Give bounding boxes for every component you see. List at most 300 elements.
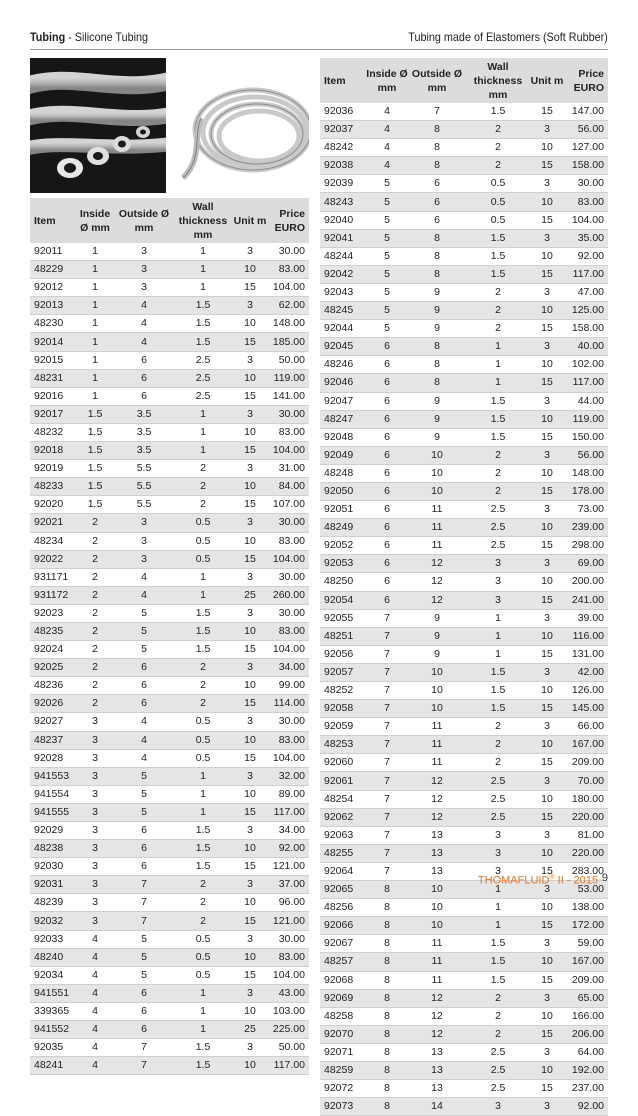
cell-wall-thickness: 2.5 [466, 1043, 530, 1061]
cell-price: 158.00 [564, 320, 608, 338]
cell-item: 92034 [30, 966, 75, 984]
cell-wall-thickness: 0.5 [173, 532, 233, 550]
cell-unit: 10 [530, 953, 564, 971]
cell-price: 167.00 [564, 953, 608, 971]
table-row [320, 157, 608, 175]
table-row [320, 555, 608, 573]
cell-price: 126.00 [564, 682, 608, 700]
cell-wall-thickness: 1 [466, 627, 530, 645]
table-row [320, 392, 608, 410]
table-row [30, 333, 309, 351]
cell-item: 92058 [320, 700, 366, 718]
cell-item: 48240 [30, 948, 75, 966]
cell-item: 92022 [30, 550, 75, 568]
tubing-spec-table-right [320, 58, 608, 1116]
cell-price: 239.00 [564, 519, 608, 537]
cell-outside-diameter: 4 [115, 568, 173, 586]
cell-inside-diameter: 4 [75, 930, 115, 948]
cell-wall-thickness: 1.5 [466, 265, 530, 283]
cell-wall-thickness: 3 [466, 591, 530, 609]
cell-wall-thickness: 2 [173, 496, 233, 514]
cell-wall-thickness: 1 [173, 261, 233, 279]
cell-inside-diameter: 6 [366, 356, 408, 374]
cell-wall-thickness: 2 [466, 446, 530, 464]
cell-outside-diameter: 6 [408, 211, 466, 229]
cell-wall-thickness: 1 [173, 442, 233, 460]
cell-unit: 3 [530, 338, 564, 356]
cell-unit: 15 [233, 858, 267, 876]
cell-outside-diameter: 12 [408, 772, 466, 790]
cell-wall-thickness: 2 [466, 754, 530, 772]
cell-item: 92035 [30, 1039, 75, 1057]
cell-outside-diameter: 5 [115, 948, 173, 966]
cell-item: 92069 [320, 989, 366, 1007]
cell-item: 48257 [320, 953, 366, 971]
cell-wall-thickness: 1.5 [173, 297, 233, 315]
cell-item: 48243 [320, 193, 366, 211]
table-row [30, 1002, 309, 1020]
cell-wall-thickness: 2.5 [466, 1080, 530, 1098]
cell-wall-thickness: 3 [466, 844, 530, 862]
cell-inside-diameter: 2 [75, 532, 115, 550]
cell-inside-diameter: 1 [75, 315, 115, 333]
cell-outside-diameter: 11 [408, 935, 466, 953]
cell-wall-thickness: 0.5 [466, 175, 530, 193]
cell-unit: 15 [233, 442, 267, 460]
cell-inside-diameter: 5 [366, 320, 408, 338]
table-row [30, 514, 309, 532]
table-row [320, 1080, 608, 1098]
cell-item: 48229 [30, 261, 75, 279]
table-row [30, 442, 309, 460]
cell-unit: 3 [233, 1039, 267, 1057]
cell-price: 107.00 [267, 496, 309, 514]
table-row [320, 103, 608, 121]
cell-inside-diameter: 3 [75, 767, 115, 785]
table-row [320, 265, 608, 283]
cell-wall-thickness: 2.5 [173, 351, 233, 369]
cell-wall-thickness: 0.5 [173, 948, 233, 966]
cell-price: 298.00 [564, 537, 608, 555]
cell-price: 102.00 [564, 356, 608, 374]
registered-mark: ® [549, 874, 555, 881]
cell-wall-thickness: 1.5 [466, 935, 530, 953]
cell-outside-diameter: 8 [408, 338, 466, 356]
cell-price: 104.00 [267, 279, 309, 297]
cell-wall-thickness: 1 [173, 785, 233, 803]
cell-wall-thickness: 1 [466, 917, 530, 935]
cell-outside-diameter: 8 [408, 356, 466, 374]
cell-price: 39.00 [564, 609, 608, 627]
cell-outside-diameter: 12 [408, 989, 466, 1007]
cell-inside-diameter: 1 [75, 243, 115, 261]
cell-outside-diameter: 13 [408, 1080, 466, 1098]
cell-outside-diameter: 3.5 [115, 442, 173, 460]
cell-price: 147.00 [564, 103, 608, 121]
cell-wall-thickness: 3 [466, 826, 530, 844]
cell-outside-diameter: 5 [115, 641, 173, 659]
table-row [320, 772, 608, 790]
cell-price: 83.00 [267, 622, 309, 640]
cell-wall-thickness: 0.5 [173, 966, 233, 984]
cell-outside-diameter: 9 [408, 320, 466, 338]
cell-wall-thickness: 3 [466, 555, 530, 573]
table-row [30, 532, 309, 550]
cell-item: 92065 [320, 881, 366, 899]
tubing-coil-image [173, 58, 309, 193]
cell-inside-diameter: 7 [366, 627, 408, 645]
cell-outside-diameter: 5 [115, 785, 173, 803]
cell-wall-thickness: 1 [173, 1002, 233, 1020]
cell-outside-diameter: 8 [408, 229, 466, 247]
cell-unit: 3 [233, 713, 267, 731]
cell-outside-diameter: 9 [408, 410, 466, 428]
cell-price: 30.00 [267, 405, 309, 423]
cell-price: 83.00 [267, 423, 309, 441]
cell-unit: 3 [530, 1043, 564, 1061]
cell-inside-diameter: 8 [366, 917, 408, 935]
column-header-unit: Unit m [530, 58, 564, 103]
column-header-wall-thickness: Wall thickness mm [173, 198, 233, 243]
cell-item: 92026 [30, 695, 75, 713]
cell-price: 138.00 [564, 899, 608, 917]
cell-unit: 3 [233, 930, 267, 948]
table-row [30, 604, 309, 622]
cell-unit: 3 [530, 175, 564, 193]
cell-item: 92068 [320, 971, 366, 989]
cell-wall-thickness: 2 [173, 460, 233, 478]
cell-price: 104.00 [267, 442, 309, 460]
cell-inside-diameter: 4 [75, 966, 115, 984]
cell-outside-diameter: 12 [408, 591, 466, 609]
cell-wall-thickness: 2 [466, 157, 530, 175]
cell-item: 92037 [320, 121, 366, 139]
cell-wall-thickness: 1.5 [466, 428, 530, 446]
cell-unit: 3 [530, 555, 564, 573]
table-row [320, 663, 608, 681]
cell-item: 92061 [320, 772, 366, 790]
cell-outside-diameter: 10 [408, 446, 466, 464]
header-category: Tubing made of Elastomers (Soft Rubber) [408, 30, 608, 44]
cell-inside-diameter: 4 [75, 948, 115, 966]
table-row [320, 482, 608, 500]
cell-price: 225.00 [267, 1021, 309, 1039]
cell-item: 92041 [320, 229, 366, 247]
cell-unit: 15 [233, 279, 267, 297]
cell-outside-diameter: 5 [115, 767, 173, 785]
table-row [30, 586, 309, 604]
cell-outside-diameter: 5 [115, 604, 173, 622]
cell-item: 92053 [320, 555, 366, 573]
cell-wall-thickness: 2.5 [173, 369, 233, 387]
cell-unit: 3 [530, 501, 564, 519]
cell-item: 48231 [30, 369, 75, 387]
cell-inside-diameter: 6 [366, 392, 408, 410]
cell-item: 92015 [30, 351, 75, 369]
cell-unit: 15 [233, 333, 267, 351]
cell-price: 237.00 [564, 1080, 608, 1098]
column-header-outside-diameter: Outside Ø mm [115, 198, 173, 243]
cell-item: 92067 [320, 935, 366, 953]
tubing-cross-section-photo [30, 58, 166, 193]
cell-outside-diameter: 10 [408, 663, 466, 681]
cell-price: 192.00 [564, 1061, 608, 1079]
cell-price: 69.00 [564, 555, 608, 573]
cell-wall-thickness: 1.5 [466, 229, 530, 247]
cell-outside-diameter: 12 [408, 1007, 466, 1025]
cell-unit: 15 [530, 374, 564, 392]
cell-wall-thickness: 1.5 [173, 604, 233, 622]
cell-outside-diameter: 8 [408, 265, 466, 283]
page-header [30, 27, 608, 47]
cell-inside-diameter: 1.5 [75, 496, 115, 514]
cell-item: 92027 [30, 713, 75, 731]
cell-price: 92.00 [564, 247, 608, 265]
cell-inside-diameter: 2 [75, 659, 115, 677]
cell-unit: 15 [530, 645, 564, 663]
cell-price: 83.00 [267, 731, 309, 749]
table-row [320, 627, 608, 645]
cell-inside-diameter: 2 [75, 695, 115, 713]
cell-price: 209.00 [564, 971, 608, 989]
cell-outside-diameter: 6 [115, 1002, 173, 1020]
cell-price: 117.00 [564, 374, 608, 392]
table-row [320, 446, 608, 464]
cell-item: 92066 [320, 917, 366, 935]
cell-unit: 3 [233, 568, 267, 586]
cell-unit: 15 [530, 428, 564, 446]
cell-unit: 10 [233, 948, 267, 966]
cell-inside-diameter: 6 [366, 446, 408, 464]
cell-item: 92063 [320, 826, 366, 844]
cell-outside-diameter: 10 [408, 682, 466, 700]
table-row [320, 736, 608, 754]
cell-price: 65.00 [564, 989, 608, 1007]
cell-price: 70.00 [564, 772, 608, 790]
cell-wall-thickness: 1 [173, 586, 233, 604]
cell-price: 96.00 [267, 894, 309, 912]
cell-price: 73.00 [564, 501, 608, 519]
cell-item: 48245 [320, 302, 366, 320]
cell-item: 92014 [30, 333, 75, 351]
cell-unit: 15 [233, 387, 267, 405]
cell-wall-thickness: 2 [466, 302, 530, 320]
table-row [30, 876, 309, 894]
cell-inside-diameter: 3 [75, 731, 115, 749]
cell-unit: 3 [233, 822, 267, 840]
column-header-wall-thickness: Wall thickness mm [466, 58, 530, 103]
cell-unit: 15 [530, 320, 564, 338]
cell-price: 37.00 [267, 876, 309, 894]
cell-price: 131.00 [564, 645, 608, 663]
table-row [30, 695, 309, 713]
cell-outside-diameter: 3 [115, 532, 173, 550]
cell-wall-thickness: 1.5 [173, 840, 233, 858]
cell-item: 92056 [320, 645, 366, 663]
cell-wall-thickness: 1 [173, 803, 233, 821]
cell-price: 104.00 [267, 749, 309, 767]
cell-item: 92020 [30, 496, 75, 514]
cell-outside-diameter: 3 [115, 279, 173, 297]
table-row [30, 1021, 309, 1039]
cell-item: 92039 [320, 175, 366, 193]
table-row [320, 175, 608, 193]
cell-unit: 10 [233, 532, 267, 550]
cell-inside-diameter: 6 [366, 501, 408, 519]
cell-item: 48247 [320, 410, 366, 428]
cell-price: 166.00 [564, 1007, 608, 1025]
cell-price: 209.00 [564, 754, 608, 772]
cell-item: 92054 [320, 591, 366, 609]
cell-unit: 10 [233, 1057, 267, 1075]
cell-item: 92045 [320, 338, 366, 356]
cell-unit: 15 [530, 591, 564, 609]
cell-item: 92050 [320, 482, 366, 500]
cell-wall-thickness: 3 [466, 573, 530, 591]
cell-item: 48236 [30, 677, 75, 695]
cell-unit: 3 [530, 1098, 564, 1116]
cell-item: 48253 [320, 736, 366, 754]
cell-unit: 10 [530, 410, 564, 428]
cell-wall-thickness: 1.5 [466, 663, 530, 681]
cell-price: 116.00 [564, 627, 608, 645]
cell-price: 83.00 [267, 261, 309, 279]
cell-outside-diameter: 5.5 [115, 496, 173, 514]
cell-price: 145.00 [564, 700, 608, 718]
table-row [320, 591, 608, 609]
cell-unit: 15 [530, 103, 564, 121]
cell-inside-diameter: 5 [366, 229, 408, 247]
column-header-inside-diameter: Inside Ø mm [75, 198, 115, 243]
cell-inside-diameter: 3 [75, 876, 115, 894]
cell-wall-thickness: 1.5 [466, 971, 530, 989]
cell-item: 92013 [30, 297, 75, 315]
table-row [320, 1043, 608, 1061]
cell-item: 92032 [30, 912, 75, 930]
cell-item: 92018 [30, 442, 75, 460]
cell-price: 56.00 [564, 121, 608, 139]
cell-price: 220.00 [564, 808, 608, 826]
cell-inside-diameter: 6 [366, 464, 408, 482]
table-row [30, 279, 309, 297]
cell-unit: 15 [530, 971, 564, 989]
cell-unit: 15 [233, 695, 267, 713]
page-number: 9 [601, 872, 608, 884]
cell-inside-diameter: 8 [366, 1080, 408, 1098]
cell-unit: 10 [530, 1007, 564, 1025]
cell-outside-diameter: 8 [408, 157, 466, 175]
cell-inside-diameter: 7 [366, 700, 408, 718]
cell-price: 148.00 [267, 315, 309, 333]
cell-price: 150.00 [564, 428, 608, 446]
cell-inside-diameter: 4 [75, 1057, 115, 1075]
table-row [320, 139, 608, 157]
cell-wall-thickness: 1 [173, 568, 233, 586]
cell-inside-diameter: 8 [366, 1025, 408, 1043]
cell-price: 119.00 [564, 410, 608, 428]
cell-outside-diameter: 6 [115, 387, 173, 405]
cell-item: 48244 [320, 247, 366, 265]
table-row [320, 229, 608, 247]
cell-outside-diameter: 12 [408, 573, 466, 591]
cell-price: 117.00 [267, 1057, 309, 1075]
cell-unit: 15 [233, 496, 267, 514]
table-row [30, 912, 309, 930]
cell-price: 30.00 [267, 514, 309, 532]
cell-outside-diameter: 5 [115, 966, 173, 984]
cell-item: 48237 [30, 731, 75, 749]
cell-inside-diameter: 5 [366, 175, 408, 193]
cell-unit: 3 [530, 772, 564, 790]
cell-price: 50.00 [267, 1039, 309, 1057]
cell-item: 92064 [320, 862, 366, 880]
cell-price: 200.00 [564, 573, 608, 591]
cell-unit: 10 [530, 139, 564, 157]
cell-item: 92044 [320, 320, 366, 338]
cell-unit: 10 [530, 573, 564, 591]
tubing-ends-image [30, 58, 166, 193]
cell-inside-diameter: 1 [75, 261, 115, 279]
cell-unit: 15 [233, 550, 267, 568]
table-row [30, 369, 309, 387]
cell-price: 56.00 [564, 446, 608, 464]
cell-inside-diameter: 6 [366, 591, 408, 609]
cell-wall-thickness: 2 [173, 677, 233, 695]
cell-unit: 10 [530, 790, 564, 808]
cell-wall-thickness: 3 [466, 862, 530, 880]
table-row [30, 243, 309, 261]
cell-item: 48250 [320, 573, 366, 591]
cell-item: 92023 [30, 604, 75, 622]
cell-price: 50.00 [267, 351, 309, 369]
cell-price: 31.00 [267, 460, 309, 478]
cell-outside-diameter: 7 [115, 1039, 173, 1057]
cell-inside-diameter: 5 [366, 193, 408, 211]
cell-inside-diameter: 1 [75, 279, 115, 297]
cell-item: 48242 [320, 139, 366, 157]
cell-outside-diameter: 11 [408, 519, 466, 537]
column-header-inside-diameter: Inside Ø mm [366, 58, 408, 103]
cell-unit: 3 [530, 663, 564, 681]
cell-unit: 3 [233, 460, 267, 478]
cell-inside-diameter: 7 [366, 772, 408, 790]
cell-outside-diameter: 3 [115, 261, 173, 279]
cell-wall-thickness: 2 [466, 121, 530, 139]
cell-price: 83.00 [267, 532, 309, 550]
cell-unit: 3 [233, 243, 267, 261]
cell-price: 62.00 [267, 297, 309, 315]
cell-outside-diameter: 11 [408, 953, 466, 971]
cell-unit: 15 [530, 1080, 564, 1098]
cell-outside-diameter: 12 [408, 790, 466, 808]
cell-price: 89.00 [267, 785, 309, 803]
cell-item: 92024 [30, 641, 75, 659]
cell-unit: 10 [233, 622, 267, 640]
cell-outside-diameter: 10 [408, 464, 466, 482]
cell-wall-thickness: 1.5 [466, 410, 530, 428]
cell-inside-diameter: 8 [366, 899, 408, 917]
cell-inside-diameter: 2 [75, 604, 115, 622]
cell-item: 92052 [320, 537, 366, 555]
cell-price: 125.00 [564, 302, 608, 320]
cell-outside-diameter: 9 [408, 302, 466, 320]
cell-price: 117.00 [564, 265, 608, 283]
cell-price: 103.00 [267, 1002, 309, 1020]
table-row [30, 749, 309, 767]
cell-unit: 3 [530, 283, 564, 301]
cell-inside-diameter: 1.5 [75, 442, 115, 460]
cell-inside-diameter: 8 [366, 1043, 408, 1061]
